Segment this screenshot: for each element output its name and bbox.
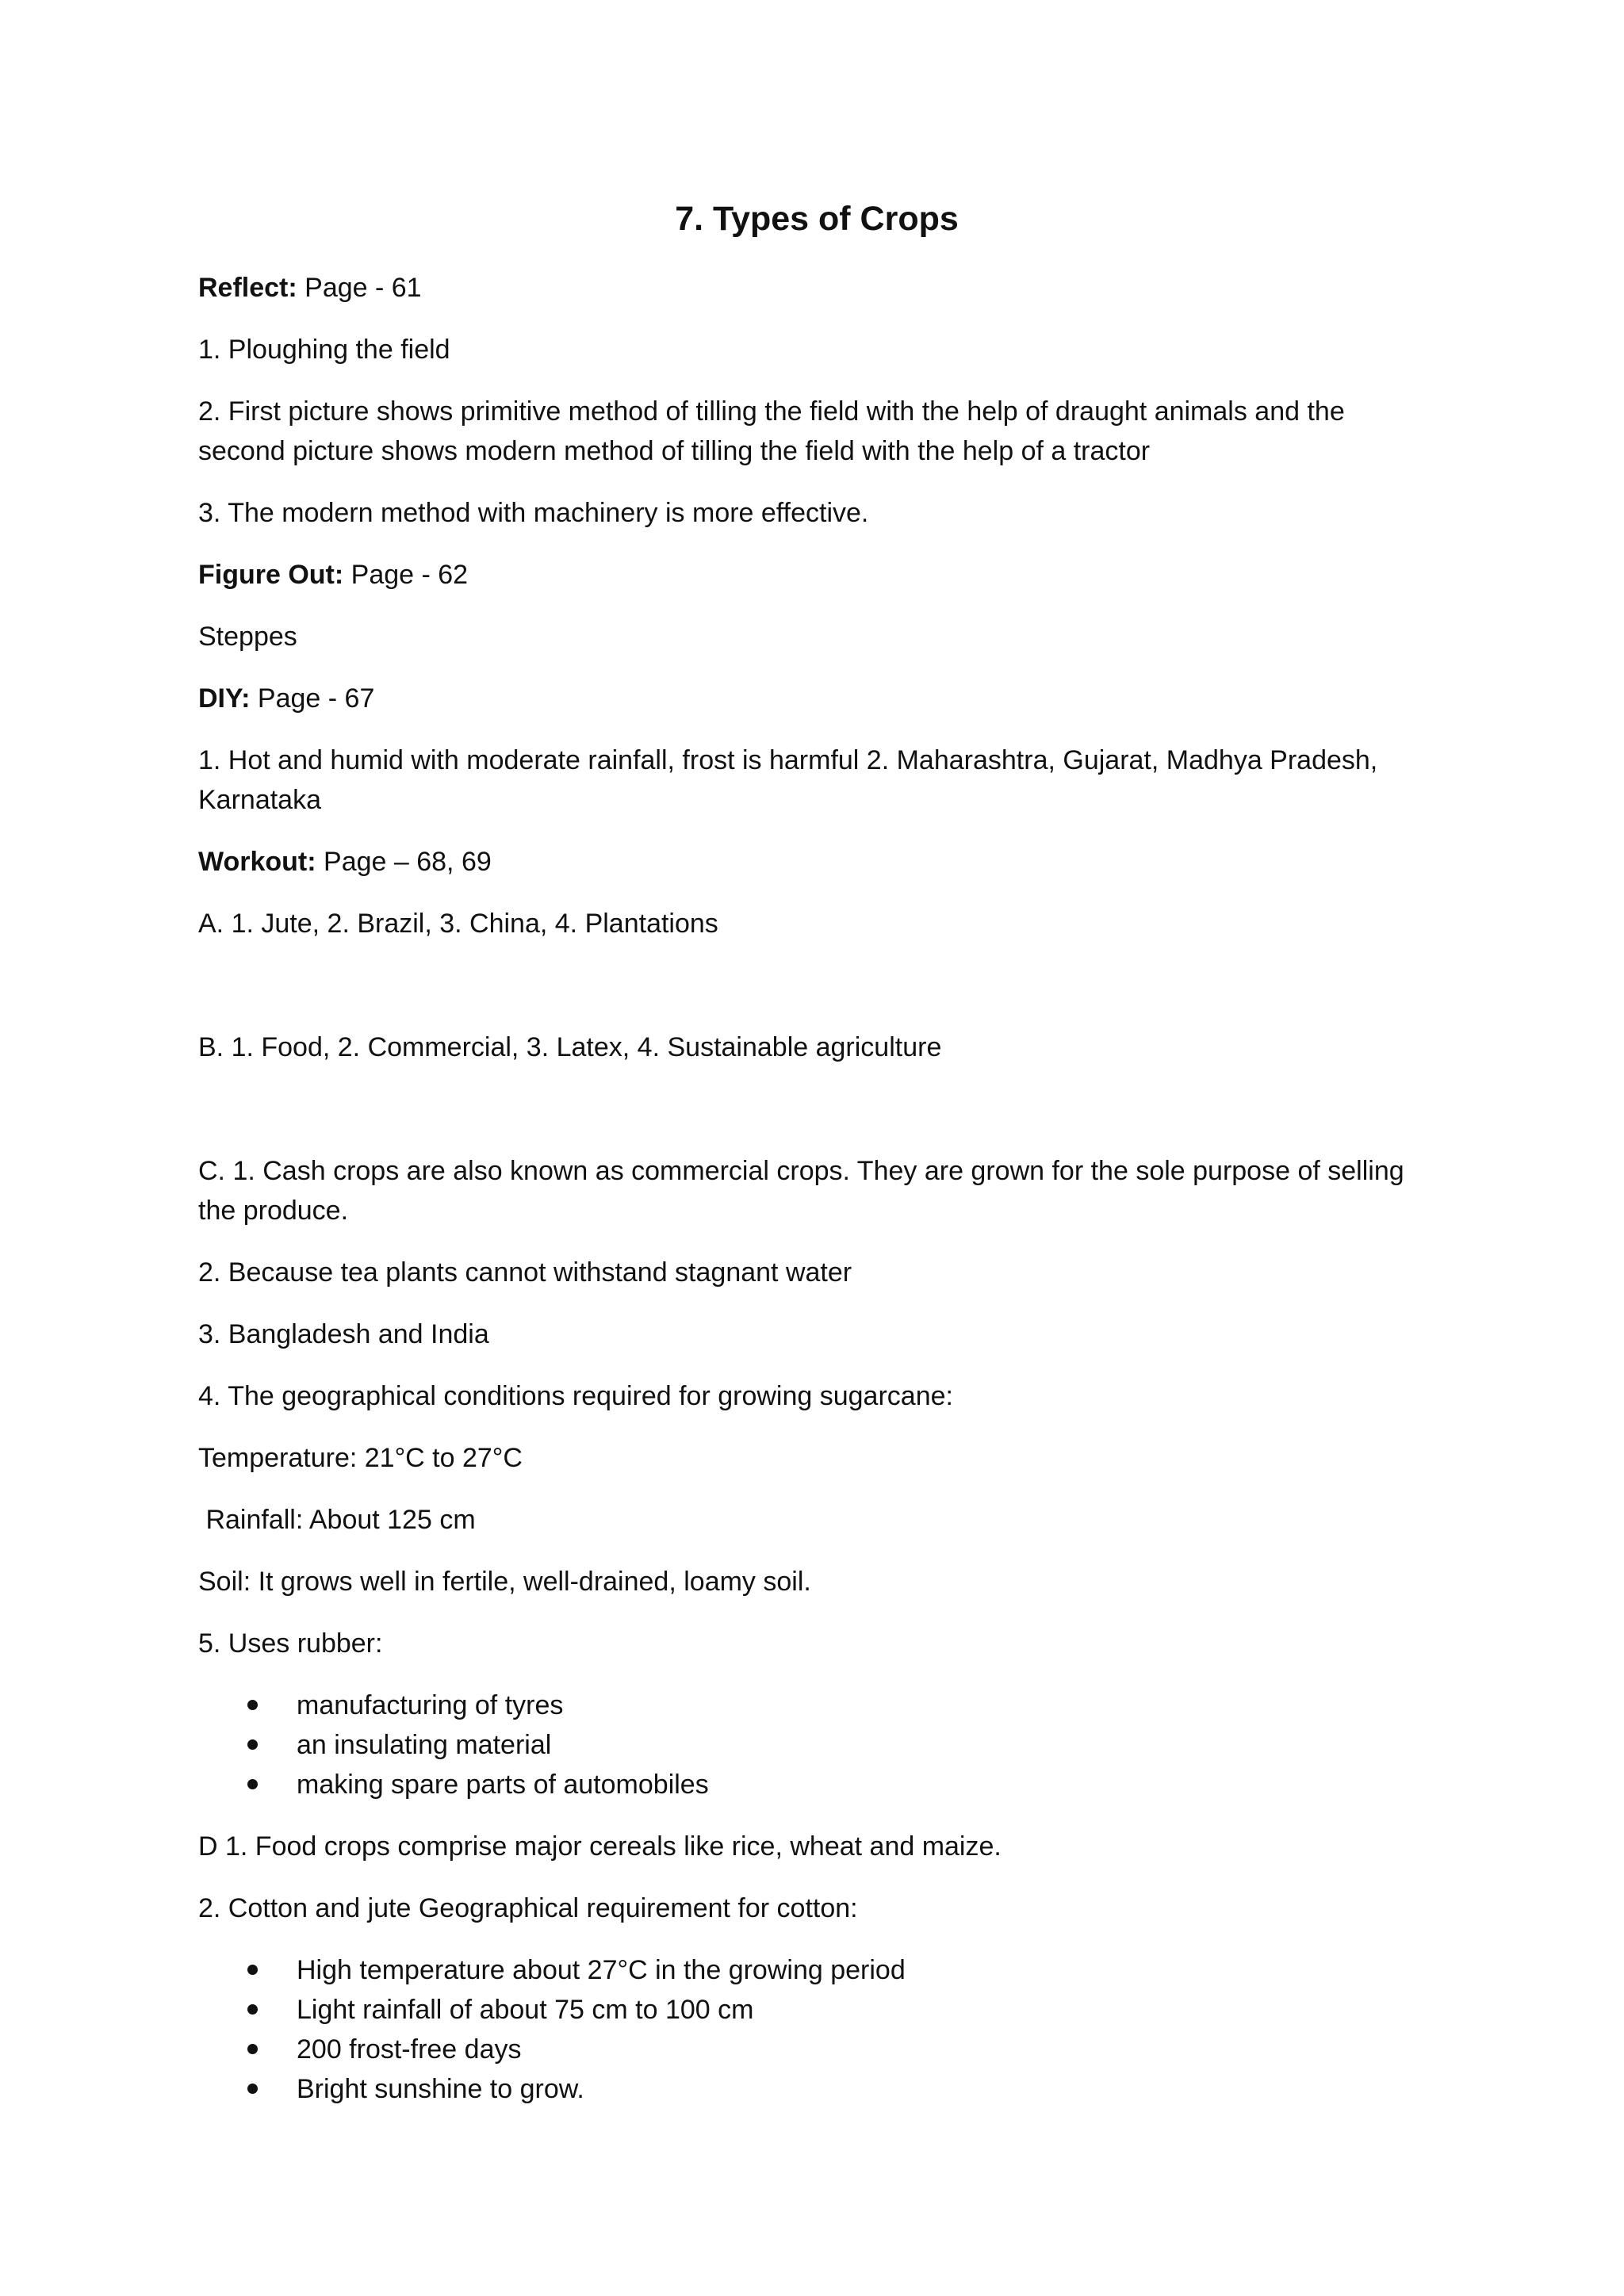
list-item-text: Bright sunshine to grow. (297, 2074, 584, 2104)
diy-label: DIY: (198, 683, 251, 714)
reflect-page: Page - 61 (297, 273, 422, 303)
diy-page: Page - 67 (250, 683, 375, 714)
bullet-icon (247, 1739, 258, 1750)
rubber-uses-list (198, 1686, 1435, 1804)
sugarcane-temperature: Temperature: 21°C to 27°C (198, 1443, 523, 1473)
workout-page: Page – 68, 69 (316, 847, 492, 877)
list-item-text: Light rainfall of about 75 cm to 100 cm (297, 1995, 754, 2025)
bullet-icon (247, 1779, 258, 1789)
section-c-answer-2: 2. Because tea plants cannot withstand stagnant water (198, 1257, 852, 1288)
list-item (198, 2030, 1435, 2069)
list-item-text: High temperature about 27°C in the growing period (297, 1955, 906, 1985)
reflect-heading (198, 268, 1435, 308)
page-title: 7. Types of Crops (675, 200, 959, 238)
list-item (198, 1725, 1435, 1765)
list-item-text: an insulating material (297, 1730, 552, 1760)
section-d-answer-1: D 1. Food crops comprise major cereals like rice, wheat and maize. (198, 1831, 1002, 1862)
list-item-text: 200 frost-free days (297, 2034, 522, 2064)
figure-out-label: Figure Out: (198, 560, 344, 590)
bullet-icon (247, 1965, 258, 1975)
sugarcane-rainfall: Rainfall: About 125 cm (198, 1505, 476, 1535)
list-item (198, 1990, 1435, 2030)
reflect-label: Reflect: (198, 273, 297, 303)
figure-out-answer: Steppes (198, 622, 297, 652)
diy-heading (198, 679, 1435, 718)
section-d-answer-2: 2. Cotton and jute Geographical requirement for cotton: (198, 1893, 858, 1923)
section-c-answer-3: 3. Bangladesh and India (198, 1319, 489, 1349)
list-item-text: manufacturing of tyres (297, 1690, 564, 1720)
reflect-answer-1: 1. Ploughing the field (198, 335, 450, 365)
bullet-icon (247, 2004, 258, 2015)
reflect-answer-2: 2. First picture shows primitive method of tilling the field with the help of draught animals and the second picture shows modern method of tilling the field with the help of a tractor (198, 396, 1345, 466)
sugarcane-soil: Soil: It grows well in fertile, well-drained, loamy soil. (198, 1567, 811, 1597)
bullet-icon (247, 2044, 258, 2054)
figure-out-page: Page - 62 (343, 560, 469, 590)
list-item-text: making spare parts of automobiles (297, 1770, 709, 1800)
list-item (198, 1686, 1435, 1725)
diy-answer: 1. Hot and humid with moderate rainfall, frost is harmful 2. Maharashtra, Gujarat, Madhya Pradesh, Karnataka (198, 745, 1378, 815)
section-c-answer-1: C. 1. Cash crops are also known as commercial crops. They are grown for the sole purpose of selling the produce. (198, 1156, 1404, 1226)
list-item (198, 1950, 1435, 1990)
list-item (198, 2069, 1435, 2109)
reflect-answer-3: 3. The modern method with machinery is more effective. (198, 498, 869, 528)
workout-label: Workout: (198, 847, 316, 877)
figure-out-heading (198, 555, 1435, 595)
section-c-answer-4: 4. The geographical conditions required for growing sugarcane: (198, 1381, 953, 1411)
workout-heading (198, 842, 1435, 882)
section-b-answers: B. 1. Food, 2. Commercial, 3. Latex, 4. Sustainable agriculture (198, 1032, 942, 1062)
bullet-icon (247, 2084, 258, 2094)
bullet-icon (247, 1700, 258, 1710)
cotton-requirements-list (198, 1950, 1435, 2109)
list-item (198, 1765, 1435, 1804)
section-c-answer-5: 5. Uses rubber: (198, 1628, 383, 1659)
section-a-answers: A. 1. Jute, 2. Brazil, 3. China, 4. Plantations (198, 909, 718, 939)
